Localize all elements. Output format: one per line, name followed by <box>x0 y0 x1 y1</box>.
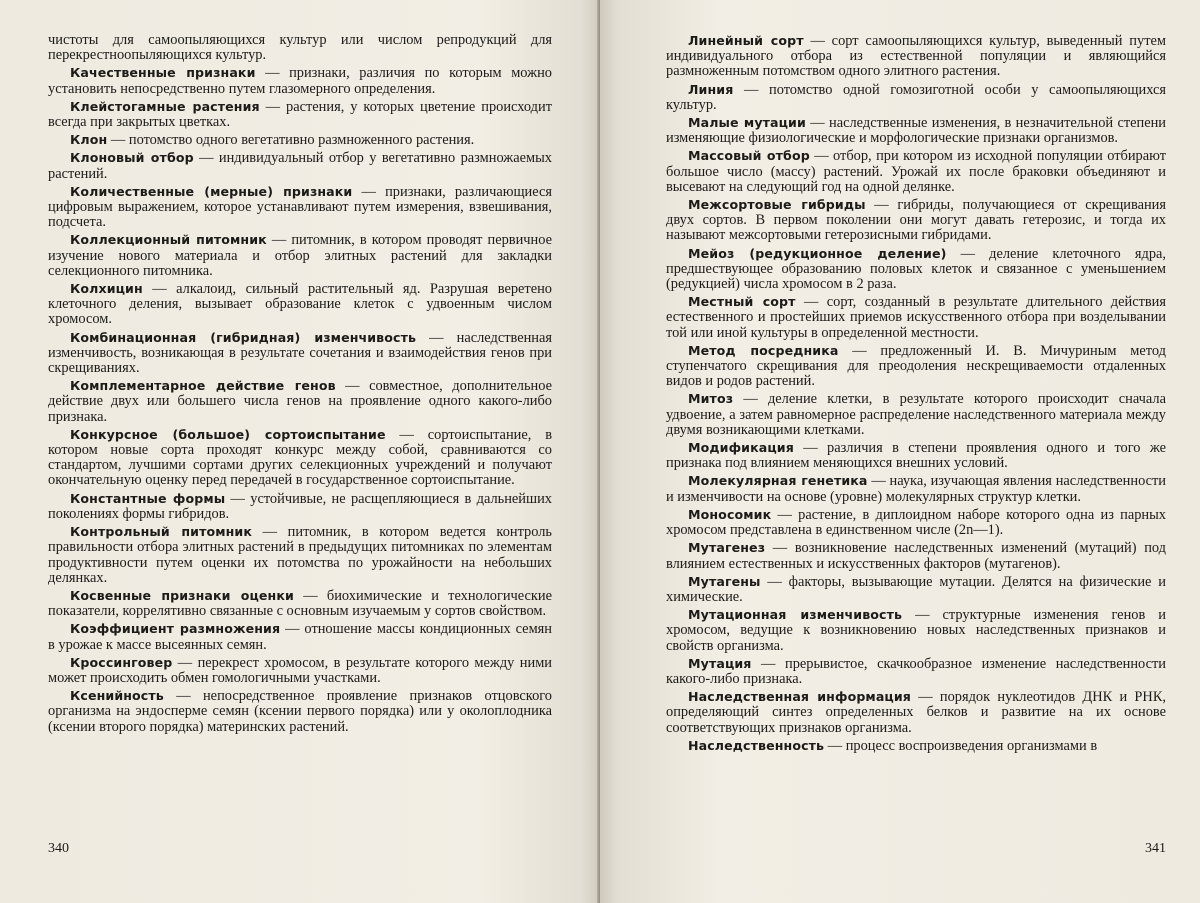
glossary-entry <box>48 655 552 686</box>
glossary-entry <box>666 246 1166 293</box>
glossary-term: Малые мутации <box>688 115 806 131</box>
glossary-definition: — отбор, при котором из исходной популяции отбирают большое число (массу) растений. Урожай их после браковки объединяют и высевают на следующий год на одной делянке. <box>666 148 1166 195</box>
glossary-term: Коллекционный питомник <box>70 232 267 248</box>
glossary-term: Клоновый отбор <box>70 150 194 166</box>
glossary-term: Молекулярная генетика <box>688 473 868 489</box>
glossary-term: Клейстогамные растения <box>70 98 260 114</box>
glossary-definition: — потомство одной гомозиготной особи у самоопыляющихся культур. <box>666 81 1166 113</box>
glossary-term: Коэффициент размножения <box>70 621 281 637</box>
glossary-entry <box>48 427 552 489</box>
glossary-definition: — сортоиспытание, в котором новые сорта проходят конкурс между собой, сравниваются со стандартом, лучшими сортами других селекционных учреждений и получают окончательную оценку перед передачей в государственное сортоиспытание. <box>48 426 552 489</box>
glossary-entry <box>666 197 1166 244</box>
glossary-term: Местный сорт <box>688 294 796 310</box>
glossary-definition: — питомник, в котором ведется контроль правильности отбора элитных растений в предыдущих питомниках по элементам продуктивности путем оценки их потомства по урожайности на небольших делянках. <box>48 524 552 586</box>
glossary-term: Метод посредника <box>688 342 839 358</box>
glossary-term: Клон <box>70 132 108 148</box>
glossary-definition: — предложенный И. В. Мичуриным метод ступенчатого скрещивания для преодоления нескрещиваемости отдаленных видов и родов растений. <box>666 342 1166 390</box>
glossary-definition: — наследственные изменения, в незначительной степени изменяющие физиологические и морфологические признаки организмов. <box>666 115 1166 147</box>
right-page <box>600 0 1200 903</box>
glossary-definition: — биохимические и технологические показатели, коррелятивно связанные с основным изучаемым у сортов свойством. <box>48 587 552 620</box>
glossary-definition: — потомство одного вегетативно размноженного растения. <box>107 132 475 149</box>
glossary-term: Константные формы <box>70 490 226 506</box>
glossary-entry <box>666 82 1166 113</box>
glossary-entry <box>666 689 1166 736</box>
glossary-definition: — порядок нуклеотидов ДНК и РНК, определяющий синтез определенных белков и развитие на их основе соответствующих признаков организма. <box>666 689 1167 736</box>
glossary-entry <box>666 391 1166 438</box>
glossary-term: Мутагены <box>688 573 761 589</box>
left-page-text <box>48 33 552 735</box>
glossary-definition: — совместное, дополнительное действие двух или большего числа генов на проявление одного какого-либо признака. <box>48 378 552 425</box>
glossary-entry <box>48 378 552 425</box>
glossary-entry <box>48 65 552 96</box>
glossary-entry <box>48 184 552 231</box>
glossary-term: Наследственная информация <box>688 689 911 705</box>
glossary-definition: — перекрест хромосом, в результате которого между ними может происходить обмен гомологичными участками. <box>48 654 552 686</box>
glossary-definition: — прерывистое, скачкообразное изменение наследственности какого-либо признака. <box>666 655 1166 687</box>
glossary-term: Массовый отбор <box>688 148 810 164</box>
glossary-entry <box>48 150 552 181</box>
glossary-term: Качественные признаки <box>70 65 256 81</box>
glossary-definition: чистоты для самоопыляющихся культур или числом репродукций для перекрестноопыляющихся культур. <box>48 32 552 64</box>
glossary-term: Мейоз (редукционное деление) <box>688 245 947 261</box>
glossary-entry <box>666 507 1166 538</box>
glossary-entry <box>666 148 1166 195</box>
glossary-term: Линейный сорт <box>688 33 804 48</box>
glossary-entry <box>666 540 1166 571</box>
glossary-entry <box>48 281 552 328</box>
glossary-definition: — процесс воспроизведения организмами в <box>824 737 1098 754</box>
glossary-definition: — деление клетки, в результате которого происходит сначала удвоение, а затем равномерное распределение наследственного материала между двумя возникающими клетками. <box>666 391 1166 438</box>
glossary-term: Косвенные признаки оценки <box>70 587 294 603</box>
left-page-number: 340 <box>48 841 69 856</box>
glossary-entry <box>48 99 552 130</box>
glossary-definition: — индивидуальный отбор у вегетативно размножаемых растений. <box>48 150 552 182</box>
glossary-term: Контрольный питомник <box>70 524 252 540</box>
right-page-text <box>666 33 1166 754</box>
glossary-definition: — устойчивые, не расщепляющиеся в дальнейших поколениях формы гибридов. <box>48 490 552 522</box>
glossary-term: Мутагенез <box>688 540 766 556</box>
glossary-definition: — признаки, различающиеся цифровым выражением, которое устанавливают путем измерения, взвешивания, подсчета. <box>48 183 552 231</box>
glossary-definition: — гибриды, получающиеся от скрещивания двух сортов. В первом поколении они могут давать гетерозис, и тогда их называют межсортовыми гетерозисными гибридами. <box>666 197 1166 244</box>
glossary-entry <box>48 33 552 63</box>
glossary-entry <box>666 440 1166 471</box>
glossary-entry <box>666 115 1166 146</box>
glossary-term: Комбинационная (гибридная) изменчивость <box>70 329 417 345</box>
glossary-entry <box>48 491 552 522</box>
glossary-entry <box>48 132 552 148</box>
glossary-entry <box>666 656 1166 687</box>
glossary-definition: — факторы, вызывающие мутации. Делятся на физические и химические. <box>666 573 1166 605</box>
glossary-term: Митоз <box>688 391 734 407</box>
glossary-term: Конкурсное (большое) сортоиспытание <box>70 426 386 442</box>
glossary-definition: — наука, изучающая явления наследственности и изменчивости на основе (уровне) молекулярных структур клетки. <box>666 473 1166 505</box>
glossary-term: Моносомик <box>688 506 772 522</box>
glossary-term: Мутационная изменчивость <box>688 607 903 623</box>
glossary-definition: — растения, у которых цветение происходит всегда при закрытых цветках. <box>48 98 552 131</box>
glossary-term: Комплементарное действие генов <box>70 378 336 394</box>
glossary-entry <box>48 524 552 586</box>
glossary-term: Колхицин <box>70 281 143 297</box>
glossary-term: Линия <box>688 81 734 97</box>
glossary-entry <box>48 232 552 279</box>
glossary-entry <box>666 343 1166 390</box>
glossary-term: Мутация <box>688 655 752 671</box>
glossary-definition: — алкалоид, сильный растительный яд. Разрушая веретено клеточного деления, вызывает образование клеток с удвоенным числом хромосом. <box>48 281 552 328</box>
glossary-term: Модификация <box>688 440 794 456</box>
glossary-entry <box>666 607 1166 654</box>
glossary-definition: — деление клеточного ядра, предшествующее образованию половых клеток и связанное с уменьшением (редукцией) числа хромосом в 2 раза. <box>666 245 1166 293</box>
right-page-number: 341 <box>1145 841 1166 856</box>
glossary-definition: — признаки, различия по которым можно установить непосредственно путем глазомерного определения. <box>48 65 552 97</box>
glossary-definition: — различия в степени проявления одного и того же признака под влиянием меняющихся внешних условий. <box>666 440 1166 472</box>
glossary-entry <box>48 688 552 735</box>
glossary-definition: — структурные изменения генов и хромосом, ведущие к возникновению новых наследственных признаков и свойств организма. <box>666 607 1166 654</box>
glossary-entry <box>666 473 1166 504</box>
glossary-entry <box>666 294 1166 341</box>
glossary-definition: — сорт самоопыляющихся культур, выведенный путем индивидуального отбора из естественной популяции и являющийся размноженным потомством одного элитного растения. <box>666 33 1166 80</box>
glossary-entry <box>666 33 1166 80</box>
glossary-term: Межсортовые гибриды <box>688 197 866 213</box>
glossary-term: Кроссинговер <box>70 654 173 670</box>
glossary-definition: — наследственная изменчивость, возникающая в результате сочетания и взаимодействия генов при скрещиваниях. <box>48 329 552 377</box>
glossary-definition: — растение, в диплоидном наборе которого одна из парных хромосом представлена в единственном числе (2n—1). <box>666 506 1166 539</box>
glossary-definition: — сорт, созданный в результате длительного действия естественного и простейших приемов искусственного отбора при возделывании той или иной культуры в определенной местности. <box>666 294 1166 341</box>
glossary-entry <box>666 738 1166 754</box>
glossary-entry <box>48 588 552 619</box>
glossary-entry <box>48 621 552 652</box>
glossary-entry <box>48 330 552 377</box>
glossary-definition: — непосредственное проявление признаков отцовского организма на эндосперме семян (ксении первого порядка) или у околоплодника (ксении второго порядка) материнских растений. <box>48 688 552 735</box>
glossary-entry <box>666 574 1166 605</box>
glossary-definition: — отношение массы кондиционных семян в урожае к массе высеянных семян. <box>48 621 552 653</box>
glossary-term: Ксенийность <box>70 688 164 704</box>
glossary-term: Наследственность <box>688 737 825 753</box>
glossary-term: Количественные (мерные) признаки <box>70 183 353 199</box>
glossary-definition: — возникновение наследственных изменений (мутаций) под влиянием естественных и искусственных факторов (мутагенов). <box>666 540 1166 572</box>
glossary-definition: — питомник, в котором проводят первичное изучение нового материала и отбор элитных растений для закладки селекционного питомника. <box>48 232 552 279</box>
